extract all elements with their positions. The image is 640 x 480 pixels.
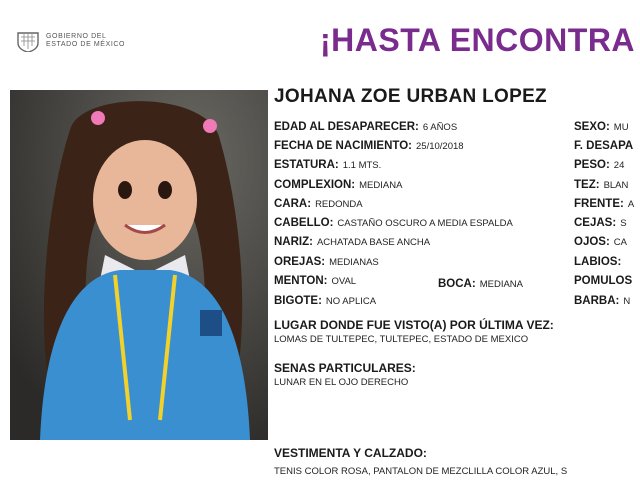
field-cheekbones (574, 275, 636, 288)
field-label: FRENTE: (574, 198, 624, 210)
field-label: COMPLEXION: (274, 179, 356, 191)
clothing-value: TENIS COLOR ROSA, PANTALON DE MEZCLILLA COLOR AZUL, S (274, 466, 568, 477)
field-label: POMULOS (574, 275, 633, 287)
field-eyes (574, 236, 627, 249)
field-value: OVAL (331, 276, 357, 287)
missing-person-photo (10, 90, 268, 440)
field-label: ESTATURA: (274, 159, 339, 171)
field-label: BARBA: (574, 295, 620, 307)
field-label: CABELLO: (274, 217, 334, 229)
headline: ¡HASTA ENCONTRA (320, 22, 636, 58)
field-value: MEDIANAS (329, 257, 379, 268)
field-mustache (274, 295, 376, 308)
field-skin-tone (574, 179, 628, 192)
field-beard (574, 295, 630, 308)
field-weight (574, 159, 624, 172)
field-value: MU (613, 122, 629, 133)
field-value: A (627, 199, 635, 210)
clothing-label: VESTIMENTA Y CALZADO: (274, 446, 427, 460)
field-label: TEZ: (574, 179, 600, 191)
field-lips (574, 256, 625, 269)
government-logo (16, 30, 125, 52)
field-label: OJOS: (574, 236, 610, 248)
field-age (274, 121, 457, 134)
logo-line-1: GOBIERNO DEL (46, 33, 107, 40)
field-label: FECHA DE NACIMIENTO: (274, 140, 412, 152)
field-value: MEDIANA (479, 279, 523, 290)
field-label: BOCA: (438, 278, 476, 290)
field-forehead (574, 198, 634, 211)
field-value: CASTAÑO OSCURO A MEDIA ESPALDA (337, 218, 513, 229)
field-nose (274, 236, 430, 249)
field-face (274, 198, 363, 211)
field-complexion (274, 179, 402, 192)
field-label: MENTON: (274, 275, 328, 287)
field-value: S (620, 218, 627, 229)
field-value: MEDIANA (359, 180, 403, 191)
field-ears (274, 256, 379, 269)
logo-line-2: ESTADO DE MÉXICO (46, 41, 126, 48)
field-chin (274, 275, 356, 288)
field-label: PESO: (574, 159, 610, 171)
field-value: NO APLICA (325, 296, 377, 307)
last-seen-label: LUGAR DONDE FUE VISTO(A) POR ÚLTIMA VEZ: (274, 318, 554, 332)
field-value: 24 (613, 160, 625, 171)
field-birthdate (274, 140, 464, 153)
field-label: CARA: (274, 198, 312, 210)
field-value: REDONDA (315, 199, 363, 210)
field-value: CA (613, 237, 627, 248)
field-label: BIGOTE: (274, 295, 322, 307)
field-label: SEXO: (574, 121, 610, 133)
field-label: OREJAS: (274, 256, 326, 268)
field-label: EDAD AL DESAPARECER: (274, 121, 419, 133)
field-label: CEJAS: (574, 217, 617, 229)
field-label: F. DESAPA (574, 140, 634, 152)
field-label: LABIOS: (574, 256, 622, 268)
field-value: BLAN (603, 180, 629, 191)
coat-of-arms-icon (16, 30, 40, 52)
field-label: NARIZ: (274, 236, 313, 248)
field-hair (274, 217, 513, 230)
person-name: JOHANA ZOE URBAN LOPEZ (274, 86, 547, 107)
field-value: ACHATADA BASE ANCHA (316, 237, 431, 248)
field-value: N (623, 296, 631, 307)
field-value: 25/10/2018 (416, 141, 464, 152)
marks-label: SENAS PARTICULARES: (274, 361, 416, 375)
field-sex (574, 121, 629, 134)
field-height (274, 159, 381, 172)
marks-value: LUNAR EN EL OJO DERECHO (274, 377, 409, 388)
field-mouth (438, 278, 523, 291)
field-eyebrows (574, 217, 627, 230)
field-value: 1.1 MTS. (342, 160, 382, 171)
field-disappearance-date (574, 140, 637, 153)
last-seen-value: LOMAS DE TULTEPEC, TULTEPEC, ESTADO DE MEXICO (274, 334, 529, 345)
field-value: 6 AÑOS (422, 122, 458, 133)
